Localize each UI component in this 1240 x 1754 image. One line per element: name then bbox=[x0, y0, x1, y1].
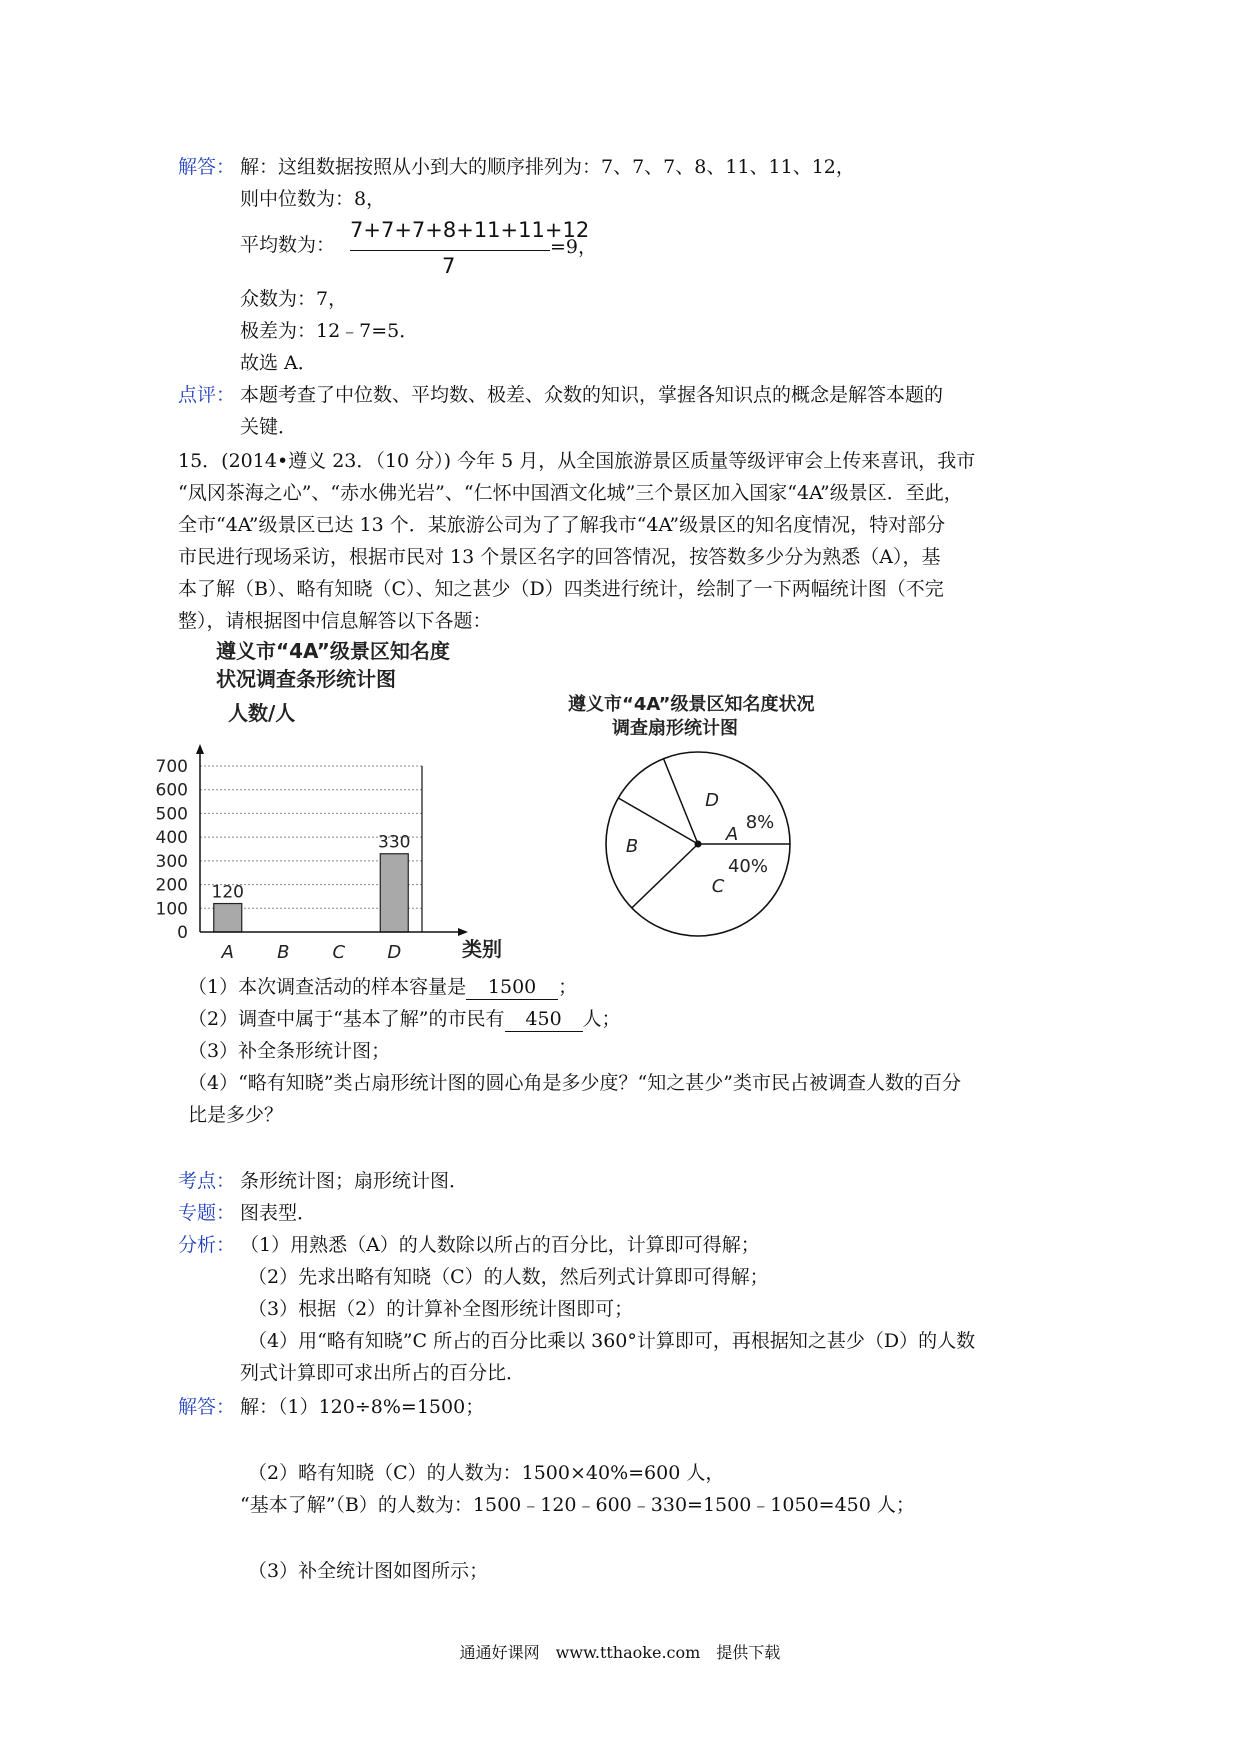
y-tick-label: 100 bbox=[155, 899, 188, 920]
page-footer: 通通好课网 www.tthaoke.com 提供下载 bbox=[459, 1643, 781, 1662]
answer2-label: 解答： bbox=[178, 1396, 236, 1418]
comment-label: 点评： bbox=[178, 384, 236, 406]
fenxi-line-4: （4）用“略有知晓”C 所占的百分比乘以 360°计算即可，再根据知之甚少（D）的人数 bbox=[248, 1330, 976, 1352]
question-1-answer: 1500 bbox=[466, 975, 558, 1000]
y-tick-label: 700 bbox=[155, 757, 188, 777]
fraction-denominator: 7 bbox=[442, 254, 456, 278]
fenxi-line-2: （2）先求出略有知晓（C）的人数，然后列式计算即可得解； bbox=[248, 1266, 769, 1288]
x-tick-label-D: D bbox=[387, 942, 402, 963]
question-1-end: ； bbox=[558, 976, 578, 998]
y-tick-label: 0 bbox=[177, 923, 188, 943]
bar-chart-title-line-1: 遵义市“4A”级景区知名度 bbox=[216, 639, 450, 663]
fenxi-line-3: （3）根据（2）的计算补全图形统计图即可； bbox=[248, 1298, 634, 1320]
fenxi-line-1: （1）用熟悉（A）的人数除以所占的百分比，计算即可得解； bbox=[240, 1234, 760, 1256]
average-prefix: 平均数为： bbox=[240, 234, 336, 256]
x-tick-label-A: A bbox=[221, 942, 234, 963]
fraction-bar bbox=[350, 250, 550, 251]
answer-label: 解答： bbox=[178, 156, 236, 178]
fraction-numerator: 7+7+7+8+11+11+12 bbox=[350, 218, 590, 242]
zhuanti-label: 专题： bbox=[178, 1202, 236, 1224]
bar-chart-title-line-2: 状况调查条形统计图 bbox=[216, 667, 396, 691]
comment-line-1: 本题考查了中位数、平均数、极差、众数的知识，掌握各知识点的概念是解答本题的 bbox=[240, 384, 944, 406]
problem-line-6: 整），请根据图中信息解答以下各题： bbox=[178, 610, 492, 632]
bar-chart-ylabel: 人数/人 bbox=[228, 701, 296, 725]
question-1 bbox=[188, 972, 577, 1002]
kaodian-label: 考点： bbox=[178, 1170, 236, 1192]
pie-label-C: C bbox=[711, 876, 725, 897]
pie-radius bbox=[632, 844, 698, 908]
y-tick-label: 400 bbox=[155, 828, 188, 849]
bar-value-label-D: 330 bbox=[378, 832, 411, 853]
comment-line-2: 关键． bbox=[240, 416, 298, 438]
y-tick-label: 300 bbox=[155, 851, 188, 872]
bar-chart-y-ticks bbox=[156, 757, 188, 943]
y-tick-label: 600 bbox=[155, 780, 188, 801]
x-tick-label-C: C bbox=[332, 942, 346, 963]
answer-line-1: 解：这组数据按照从小到大的顺序排列为：7、7、7、8、11、11、12， bbox=[240, 156, 855, 178]
question-2-end: 人； bbox=[582, 1008, 621, 1030]
problem-line-5: 本了解（B）、略有知晓（C）、知之甚少（D）四类进行统计，绘制了一下两幅统计图（不完 bbox=[178, 578, 944, 600]
pie-label-A: A bbox=[725, 824, 739, 845]
pie-label-B: B bbox=[625, 836, 639, 857]
pie-chart bbox=[560, 692, 850, 962]
y-tick-label: 200 bbox=[155, 875, 188, 896]
answer2-line-3: “基本了解”（B）的人数为：1500﹣120﹣600﹣330=1500﹣1050=450 人； bbox=[240, 1494, 915, 1516]
y-tick-label: 500 bbox=[155, 804, 188, 825]
bar-chart-bars bbox=[212, 833, 411, 932]
problem-line-1: 15．(2014•遵义 23．（10 分）) 今年 5 月，从全国旅游景区质量等级评审会上传来喜讯，我市 bbox=[178, 450, 976, 472]
question-3: （3）补全条形统计图； bbox=[188, 1040, 391, 1062]
pie-chart-title-line-1: 遵义市“4A”级景区知名度状况 bbox=[568, 694, 815, 715]
bar-A bbox=[214, 904, 242, 932]
question-2-answer: 450 bbox=[505, 1007, 583, 1032]
problem-line-4: 市民进行现场采访，根据市民对 13 个景区名字的回答情况，按答数多少分为熟悉（A），基 bbox=[178, 546, 941, 568]
fenxi-line-5: 列式计算即可求出所占的百分比． bbox=[240, 1362, 526, 1384]
question-1-text: （1）本次调查活动的样本容量是 bbox=[188, 976, 467, 998]
pie-chart-slices bbox=[606, 752, 790, 936]
problem-line-2: “凤冈茶海之心”、“赤水佛光岩”、“仁怀中国酒文化城”三个景区加入国家“4A”级景区．至此， bbox=[178, 482, 963, 504]
bar-chart bbox=[155, 636, 580, 966]
question-2 bbox=[188, 1004, 621, 1034]
problem-line-3: 全市“4A”级景区已达 13 个．某旅游公司为了了解我市“4A”级景区的知名度情况，特对部分 bbox=[178, 514, 946, 536]
answer-line-5: 极差为：12﹣7=5． bbox=[240, 320, 419, 342]
answer2-line-4: （3）补全统计图如图所示； bbox=[248, 1560, 489, 1582]
pie-label-D: D bbox=[705, 790, 719, 811]
answer-line-4: 众数为：7， bbox=[240, 288, 348, 310]
pie-percent-A: 8% bbox=[745, 812, 775, 833]
x-axis-arrow bbox=[458, 928, 468, 936]
bar-D bbox=[380, 854, 408, 932]
y-axis-arrow bbox=[196, 744, 204, 754]
pie-chart-title-line-2: 调查扇形统计图 bbox=[612, 718, 738, 739]
answer-line-6: 故选 A． bbox=[240, 352, 317, 374]
pie-center bbox=[695, 841, 702, 848]
kaodian-text: 条形统计图；扇形统计图． bbox=[240, 1170, 469, 1192]
question-2-text: （2）调查中属于“基本了解”的市民有 bbox=[188, 1008, 505, 1030]
zhuanti-text: 图表型． bbox=[240, 1202, 317, 1224]
pie-percent-C: 40% bbox=[727, 856, 769, 877]
bar-value-label-A: 120 bbox=[211, 882, 244, 903]
fenxi-label: 分析： bbox=[178, 1234, 236, 1256]
answer2-line-1: 解：（1）120÷8%=1500； bbox=[240, 1396, 485, 1418]
bar-chart-x-ticks bbox=[221, 942, 402, 963]
fraction-result: =9， bbox=[550, 236, 598, 258]
answer2-line-2: （2）略有知晓（C）的人数为：1500×40%=600 人， bbox=[248, 1462, 725, 1484]
question-4-line-1: （4）“略有知晓”类占扇形统计图的圆心角是多少度？“知之甚少”类市民占被调查人数的百分 bbox=[188, 1072, 961, 1094]
pie-radius bbox=[664, 759, 698, 844]
answer-line-2: 则中位数为：8， bbox=[240, 188, 386, 210]
x-tick-label-B: B bbox=[277, 942, 290, 963]
bar-chart-xlabel: 类别 bbox=[462, 937, 502, 961]
question-4-line-2: 比是多少？ bbox=[188, 1104, 284, 1126]
